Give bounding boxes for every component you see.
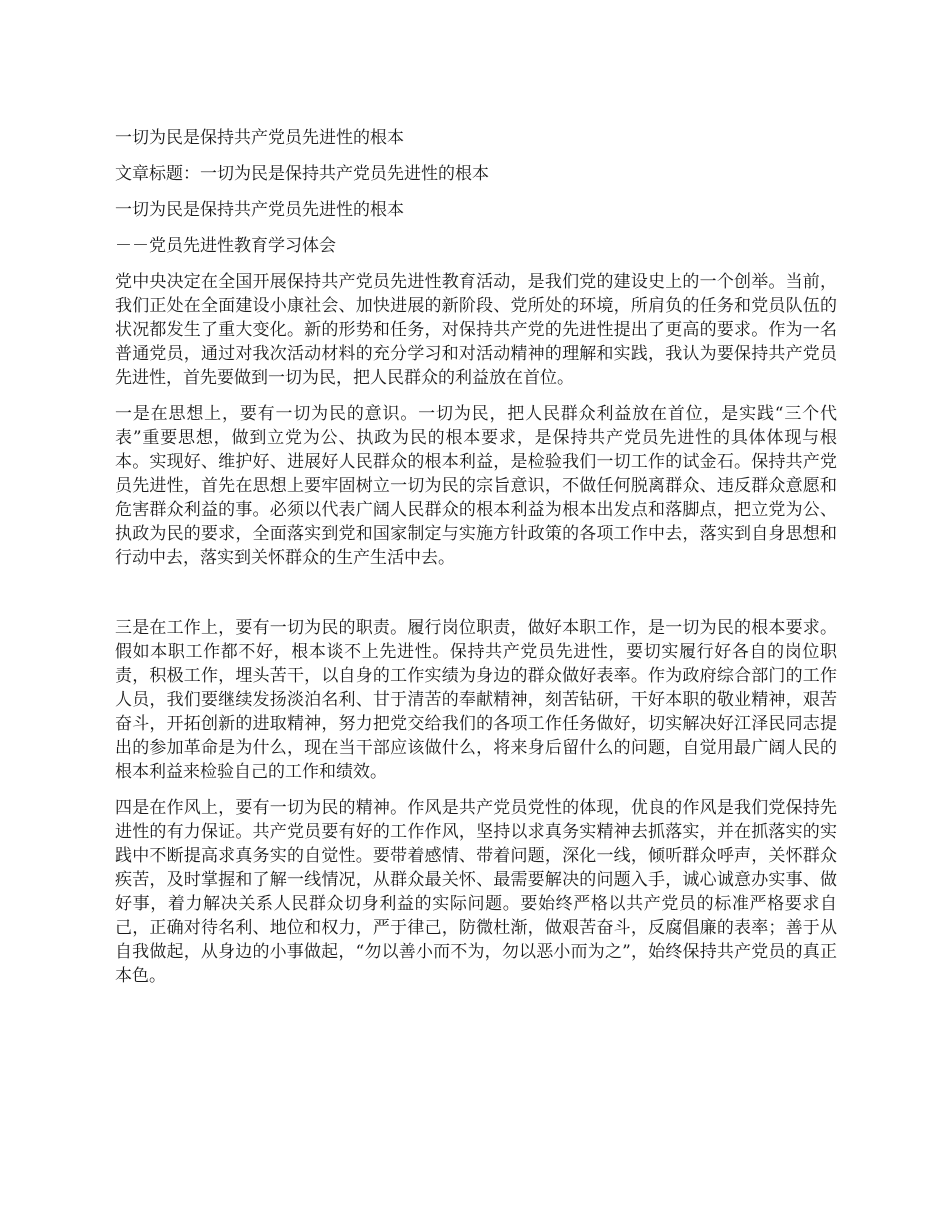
article-title-line: 文章标题：一切为民是保持共产党员先进性的根本 (115, 164, 489, 184)
paragraph-gap (115, 582, 837, 616)
paragraph-style: 四是在作风上，要有一切为民的精神。作风是共产党员党性的体现，优良的作风是我们党保持先进性的有力保证。共产党员要有好的工作作风，坚持以求真务实精神去抓落实，并在抓落实的实践中不断提高求真务实的自觉性。要带着感情、带着问题，深化一线，倾听群众呼声，关怀群众疾苦，及时掌握和了解一线情况，从群众最关怀、最需要解决的问题入手，诚心诚意办实事、做好事，着力解决关系人民群众切身利益的实际问题。要始终严格以共产党员的标准严格要求自己，正确对待名利、地位和权力，严于律己，防微杜渐，做艰苦奋斗，反腐倡廉的表率；善于从自我做起，从身边的小事做起，“勿以善小而不为，勿以恶小而为之”，始终保持共产党员的真正本色。 (115, 798, 837, 986)
document-title-line: 一切为民是保持共产党员先进性的根本 (115, 128, 404, 148)
document-page (115, 126, 837, 1000)
document-subheading: －－党员先进性教育学习体会 (115, 236, 336, 256)
paragraph-work: 三是在工作上，要有一切为民的职责。履行岗位职责，做好本职工作，是一切为民的根本要求。假如本职工作都不好，根本谈不上先进性。保持共产党员先进性，要切实履行好各自的岗位职责，积极工作，埋头苦干，以自身的工作实绩为身边的群众做好表率。作为政府综合部门的工作人员，我们要继续发扬淡泊名利、甘于清苦的奉献精神，刻苦钻研，干好本职的敬业精神，艰苦奋斗，开拓创新的进取精神，努力把党交给我们的各项工作任务做好，切实解决好江泽民同志提出的参加革命是为什么，现在当干部应该做什么，将来身后留什么的问题，自觉用最广阔人民的根本利益来检验自己的工作和绩效。 (115, 618, 837, 782)
paragraph-thought: 一是在思想上，要有一切为民的意识。一切为民，把人民群众利益放在首位，是实践“三个代表”重要思想，做到立党为公、执政为民的根本要求，是保持共产党员先进性的具体体现与根本。实现好、维护好、进展好人民群众的根本利益，是检验我们一切工作的试金石。保持共产党员先进性，首先在思想上要牢固树立一切为民的宗旨意识，不做任何脱离群众、违反群众意愿和危害群众利益的事。必须以代表广阔人民群众的根本利益为根本出发点和落脚点，把立党为公、执政为民的要求，全面落实到党和国家制定与实施方针政策的各项工作中去，落实到自身思想和行动中去，落实到关怀群众的生产生活中去。 (115, 404, 837, 568)
document-heading: 一切为民是保持共产党员先进性的根本 (115, 200, 404, 220)
paragraph-intro: 党中央决定在全国开展保持共产党员先进性教育活动，是我们党的建设史上的一个创举。当前，我们正处在全面建设小康社会、加快进展的新阶段、党所处的环境，所肩负的任务和党员队伍的状况都发生了重大变化。新的形势和任务，对保持共产党的先进性提出了更高的要求。作为一名普通党员，通过对我次活动材料的充分学习和对活动精神的理解和实践，我认为要保持共产党员先进性，首先要做到一切为民，把人民群众的利益放在首位。 (115, 272, 837, 388)
